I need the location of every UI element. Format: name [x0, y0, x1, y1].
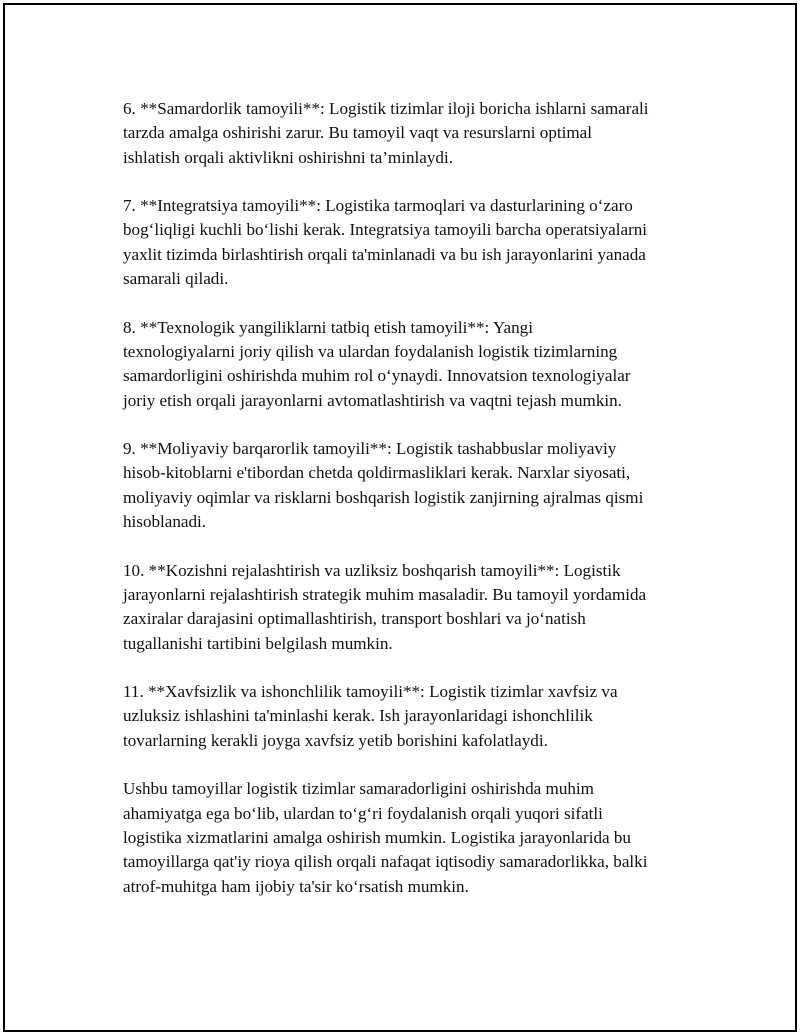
text-line: bog‘liqligi kuchli bo‘lishi kerak. Integratsiya tamoyili barcha operatsiyalarni [123, 220, 648, 240]
text-line: 6. **Samardorlik tamoyili**: Logistik tizimlar iloji boricha ishlarni samarali [123, 99, 649, 118]
paragraph-conclusion [123, 777, 703, 898]
text-line: samarali qiladi. [123, 269, 229, 289]
text-line: moliyaviy oqimlar va risklarni boshqarish logistik zanjirning ajralmas qismi [123, 487, 644, 507]
text-line: logistika xizmatlarini amalga oshirish mumkin. Logistika jarayonlarida bu [123, 827, 631, 847]
text-line: 8. **Texnologik yangiliklarni tatbiq etish tamoyili**: Yangi [123, 317, 533, 337]
text-line: ishlatish orqali aktivlikni oshirishni ta’minlaydi. [123, 147, 453, 167]
paragraph-principle-6 [123, 97, 703, 170]
text-line: Ushbu tamoyillar logistik tizimlar samaradorligini oshirishda muhim [123, 779, 594, 799]
paragraph-principle-11 [123, 680, 703, 753]
text-line: atrof-muhitga ham ijobiy ta'sir ko‘rsatish mumkin. [123, 876, 469, 896]
text-line: 11. **Xavfsizlik va ishonchlilik tamoyili**: Logistik tizimlar xavfsiz va [123, 682, 618, 702]
paragraph-principle-7 [123, 194, 703, 291]
paragraph-principle-10 [123, 559, 703, 656]
text-line: jarayonlarni rejalashtirish strategik muhim masaladir. Bu tamoyil yordamida [123, 584, 647, 604]
text-line: tarzda amalga oshirishi zarur. Bu tamoyil vaqt va resurslarni optimal [123, 123, 592, 143]
text-line: ahamiyatga ega bo‘lib, ulardan to‘g‘ri foydalanish orqali yuqori sifatli [123, 803, 603, 823]
text-line: tugallanishi tartibini belgilash mumkin. [123, 633, 393, 653]
document-body [123, 97, 703, 923]
text-line: yaxlit tizimda birlashtirish orqali ta'minlanadi va bu ish jarayonlarini yanada [123, 244, 646, 264]
paragraph-principle-8 [123, 316, 703, 413]
text-line: texnologiyalarni joriy qilish va ulardan foydalanish logistik tizimlarning [123, 341, 618, 361]
paragraph-principle-9 [123, 437, 703, 534]
text-line: uzluksiz ishlashini ta'minlashi kerak. Ish jarayonlaridagi ishonchlilik [123, 706, 593, 726]
text-line: joriy etish orqali jarayonlarni avtomatlashtirish va vaqtni tejash mumkin. [123, 390, 622, 410]
text-line: tovarlarning kerakli joyga xavfsiz yetib borishini kafolatlaydi. [123, 730, 548, 750]
text-line: 10. **Kozishni rejalashtirish va uzliksiz boshqarish tamoyili**: Logistik [123, 560, 621, 580]
page-frame [3, 3, 797, 1032]
text-line: hisoblanadi. [123, 512, 207, 532]
text-line: 7. **Integratsiya tamoyili**: Logistika tarmoqlari va dasturlarining o‘zaro [123, 196, 633, 216]
text-line: tamoyillarga qat'iy rioya qilish orqali nafaqat iqtisodiy samaradorlikka, balki [123, 852, 648, 872]
text-line: hisob-kitoblarni e'tibordan chetda qoldirmasliklari kerak. Narxlar siyosati, [123, 463, 631, 483]
text-line: 9. **Moliyaviy barqarorlik tamoyili**: Logistik tashabbuslar moliyaviy [123, 439, 617, 459]
text-line: zaxiralar darajasini optimallashtirish, transport boshlari va jo‘natish [123, 609, 586, 629]
text-line: samardorligini oshirishda muhim rol o‘ynaydi. Innovatsion texnologiyalar [123, 366, 631, 386]
